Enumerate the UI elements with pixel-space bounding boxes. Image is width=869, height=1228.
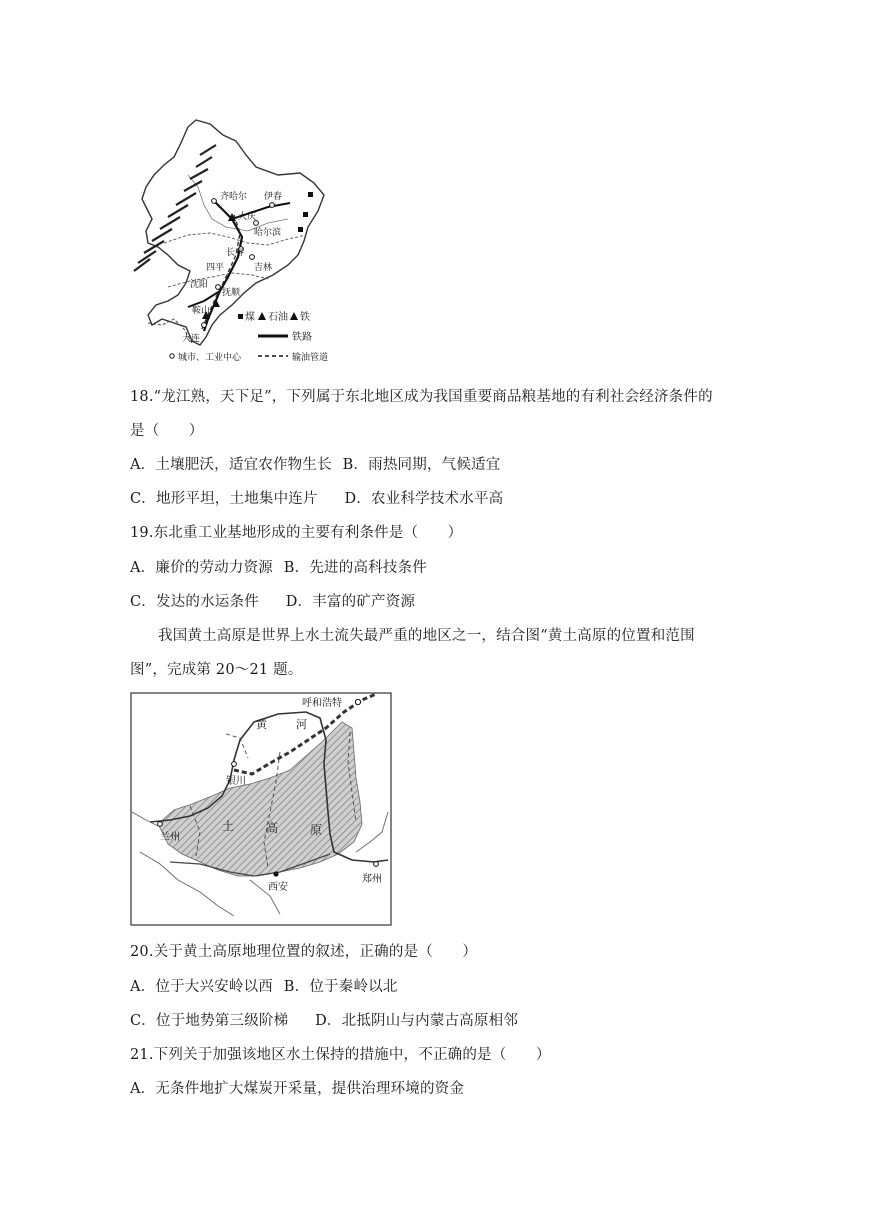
q19-option-a[interactable]: A．廉价的劳动力资源 [130,560,273,576]
label-hohhot: 呼和浩特 [302,698,342,709]
coal-symbol [308,192,313,197]
q21-stem: 21.下列关于加强该地区水土保持的措施中，不正确的是（ ） [130,1047,551,1063]
q19-stem: 19.东北重工业基地形成的主要有利条件是（ ） [130,525,463,541]
city-dot [270,203,275,208]
northeast-map-svg [128,115,343,370]
label-yuan: 原 [310,823,323,837]
loess-plateau-map [130,692,392,926]
label-shenyang: 沈阳 [190,280,209,290]
legend-city-symbol [170,354,174,358]
label-anshan: 鞍山 [192,306,211,316]
label-lanzhou: 兰州 [160,832,180,843]
city-dot-yinchuan [232,762,237,767]
label-dalian: 大连 [182,334,201,344]
q20-options-cd [130,1011,518,1031]
legend-pipeline: 输油管道 [292,353,329,363]
legend-coal-symbol [238,314,243,319]
q18-stem-line2: 是（ ） [130,423,204,439]
coal-symbol [303,212,308,217]
city-dot-zhengzhou [374,862,379,867]
legend-oil-symbol [258,312,266,320]
label-yichun: 伊春 [264,192,283,202]
city-dot [250,255,255,260]
label-yinchuan: 银川 [226,776,246,787]
northeast-china-map [128,115,343,370]
legend-iron-symbol [290,312,298,320]
city-dot-hohhot [355,699,360,704]
city-dot-xian [273,871,278,876]
label-fushun: 抚顺 [222,288,241,298]
city-dot [202,323,207,328]
q18-option-a[interactable]: A．土壤肥沃，适宜农作物生长 [130,457,332,473]
label-jilin: 吉林 [254,263,273,273]
q20-option-d[interactable]: D．北抵阴山与内蒙古高原相邻 [315,1013,519,1029]
q19-option-d[interactable]: D．丰富的矿产资源 [285,594,416,610]
label-siping: 四平 [206,263,225,273]
q18-options-ab [130,455,500,475]
q20-option-c[interactable]: C．位于地势第三级阶梯 [130,1013,289,1029]
legend-iron: 铁 [300,312,310,323]
label-huang: 黄 [256,718,267,731]
label-zhengzhou: 郑州 [362,874,382,885]
q18-option-d[interactable]: D．农业科学技术水平高 [344,491,504,507]
label-tu: 土 [222,819,235,833]
q18-options-cd [130,489,503,509]
q19-option-b[interactable]: B．先进的高科技条件 [283,560,427,576]
province-border-1 [164,233,306,245]
city-dot-lanzhou [158,822,163,827]
q18-option-b[interactable]: B．雨热同期，气候适宜 [342,457,501,473]
label-daqing: 大庆 [238,212,257,222]
label-xian: 西安 [268,882,288,893]
q18-option-c[interactable]: C．地形平坦，土地集中连片 [130,491,318,507]
label-qiqihar: 齐哈尔 [220,192,248,202]
northeast-outline [142,120,324,345]
q20-options-ab [130,977,398,997]
loess-map-svg [130,692,392,926]
q21-option-a[interactable]: A．无条件地扩大煤炭开采量，提供治理环境的资金 [130,1081,465,1097]
intro-line2: 图”，完成第 20～21 题。 [130,662,303,678]
q20-option-b[interactable]: B．位于秦岭以北 [283,979,398,995]
q19-options-cd [130,592,415,612]
q19-options-ab [130,558,427,578]
coal-symbol [298,227,303,232]
label-gao: 高 [266,821,279,835]
city-dot [216,285,221,290]
q18-stem-line1: 18.“龙江熟，天下足”，下列属于东北地区成为我国重要商品粮基地的有利社会经济条件的 [130,389,713,405]
q19-option-c[interactable]: C．发达的水运条件 [130,594,259,610]
q20-option-a[interactable]: A．位于大兴安岭以西 [130,979,273,995]
q20-stem: 20.关于黄土高原地理位置的叙述，正确的是（ ） [130,944,478,960]
label-he: 河 [296,718,307,731]
label-changchun: 长春 [226,248,245,258]
legend-city: 城市、工业中心 [178,353,242,363]
label-harbin: 哈尔滨 [254,228,282,238]
legend-railway: 铁路 [292,332,312,343]
legend-coal: 煤 [245,312,255,323]
city-dot [212,199,217,204]
intro-line1: 我国黄土高原是世界上水土流失最严重的地区之一，结合图“黄土高原的位置和范围 [158,628,695,644]
legend-oil: 石油 [268,312,288,323]
